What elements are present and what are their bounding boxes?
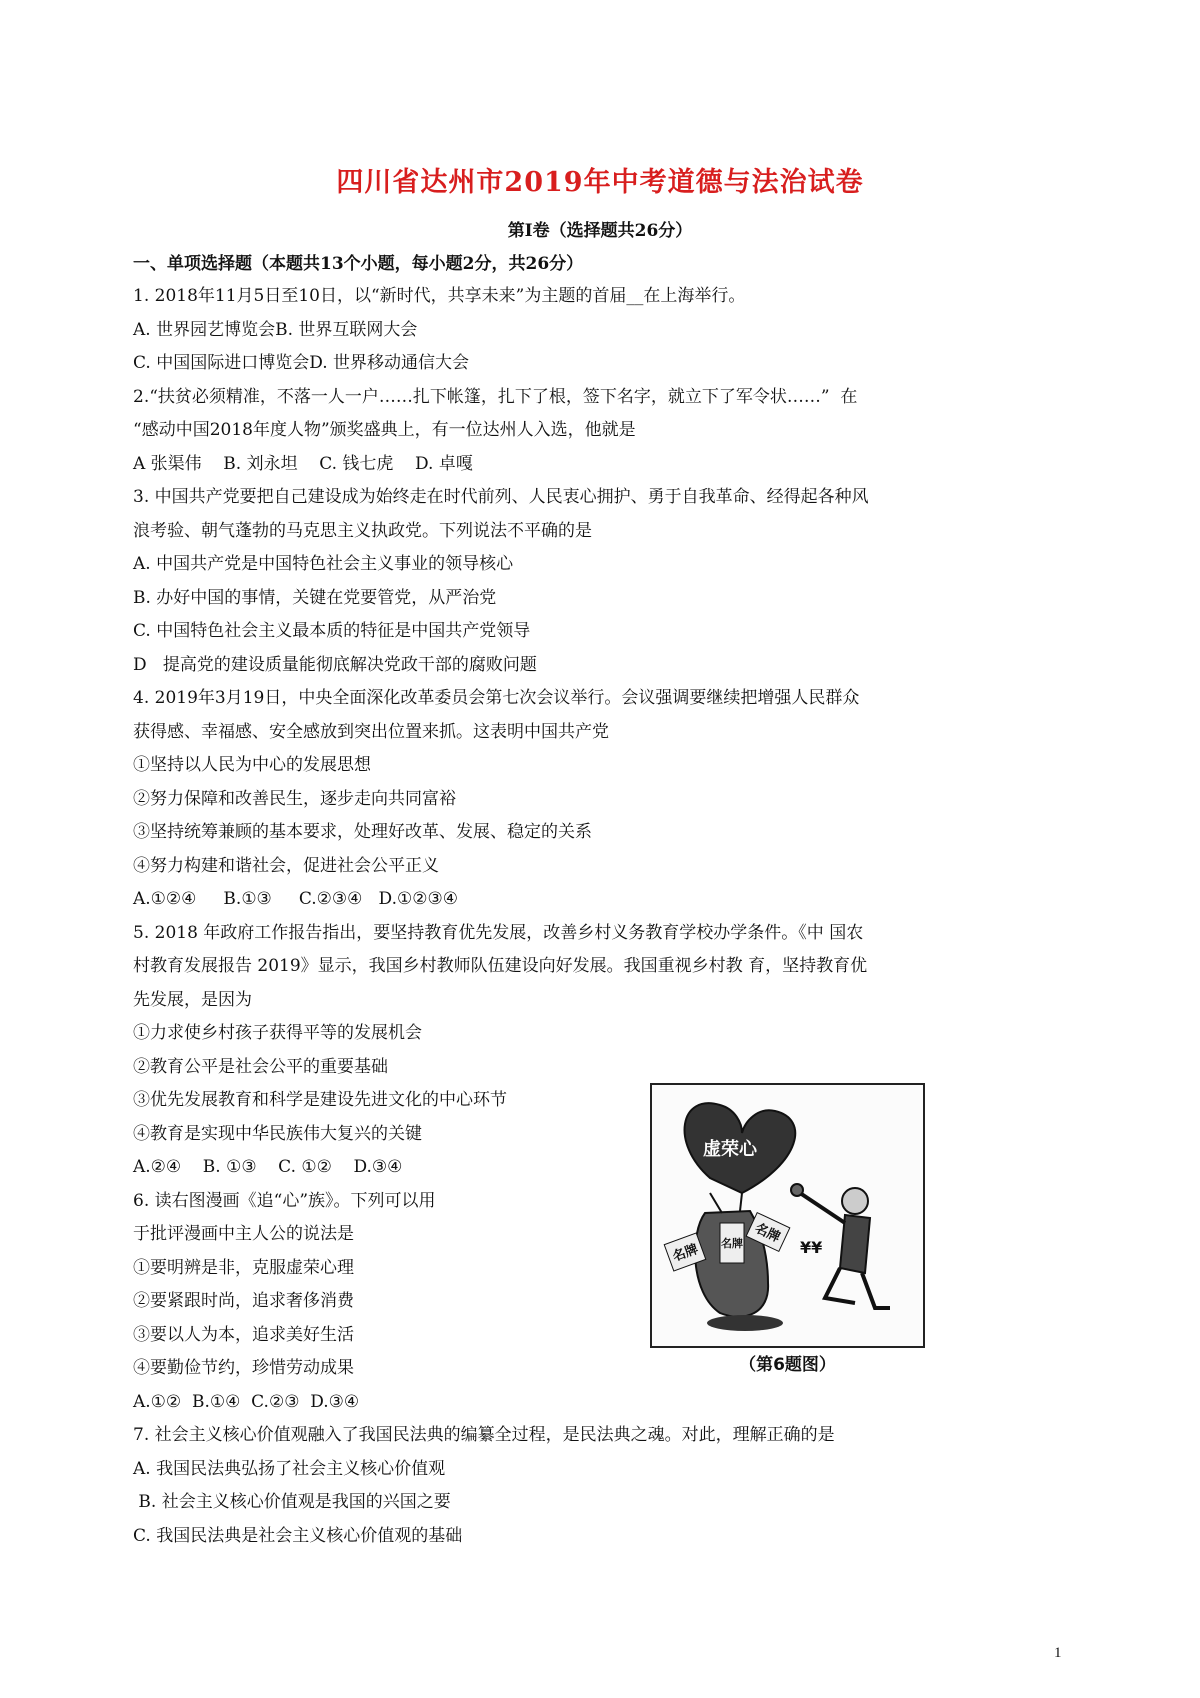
text-line: A. 世界园艺博览会B. 世界互联网大会 xyxy=(133,319,418,340)
puddle-shape xyxy=(707,1315,783,1331)
text-line: A 张渠伟 B. 刘永坦 C. 钱七虎 D. 卓嘎 xyxy=(133,453,473,474)
text-line: A. 我国民法典弘扬了社会主义核心价值观 xyxy=(133,1458,446,1479)
text-line: 村教育发展报告 2019》显示，我国乡村教师队伍建设向好发展。我国重视乡村教 育，坚持教育优 xyxy=(133,956,868,976)
text-line: ②努力保障和改善民生，逐步走向共同富裕 xyxy=(133,788,456,809)
text-line: 7. 社会主义核心价值观融入了我国民法典的编纂全过程，是民法典之魂。对此，理解正确的是 xyxy=(133,1425,835,1445)
text-line: B. 办好中国的事情，关键在党要管党，从严治党 xyxy=(133,587,497,608)
text-line: 获得感、幸福感、安全感放到突出位置来抓。这表明中国共产党 xyxy=(133,721,609,742)
text-line: ①力求使乡村孩子获得平等的发展机会 xyxy=(133,1023,422,1043)
page-number: 1 xyxy=(1054,1645,1062,1661)
page-title: 四川省达州市2019年中考道德与法治试卷 xyxy=(336,167,864,198)
text-line: ②教育公平是社会公平的重要基础 xyxy=(133,1056,388,1077)
question-body xyxy=(133,280,1073,1553)
text-line: A.①② B.①④ C.②③ D.③④ xyxy=(133,1391,360,1412)
text-line: 先发展，是因为 xyxy=(133,989,252,1010)
text-line: ④要勤俭节约，珍惜劳动成果 xyxy=(133,1358,354,1378)
text-line: ①要明辨是非，克服虚荣心理 xyxy=(133,1257,354,1278)
heart-label: 虚荣心 xyxy=(703,1139,757,1160)
tag-label: 名牌 xyxy=(752,1221,783,1246)
text-line: ④教育是实现中华民族伟大复兴的关键 xyxy=(133,1123,422,1144)
text-line: 1. 2018年11月5日至10日，以“新时代，共享未来”为主题的首届__在上海举行。 xyxy=(133,286,746,306)
text-line: A. 中国共产党是中国特色社会主义事业的领导核心 xyxy=(133,554,514,574)
money-label: ¥¥ xyxy=(800,1238,823,1257)
tag-label: 名牌 xyxy=(670,1241,701,1265)
text-line: C. 中国国际进口博览会D. 世界移动通信大会 xyxy=(133,353,470,373)
text-line: 2.“扶贫必须精准，不落一人一户……扎下帐篷，扎下了根，签下名字，就立下了军令状……” 在 xyxy=(133,386,858,407)
text-line: 3. 中国共产党要把自己建设成为始终走在时代前列、人民衷心拥护、勇于自我革命、经得起各种风 xyxy=(133,487,869,507)
text-line: A.①②④ B.①③ C.②③④ D.①②③④ xyxy=(133,889,458,909)
section-title: 第Ⅰ卷（选择题共26分） xyxy=(507,221,693,241)
text-line: B. 社会主义核心价值观是我国的兴国之要 xyxy=(133,1492,451,1512)
text-line: ②要紧跟时尚，追求奢侈消费 xyxy=(133,1291,354,1311)
text-line: 浪考验、朝气蓬勃的马克思主义执政党。下列说法不平确的是 xyxy=(133,520,592,541)
text-line: 于批评漫画中主人公的说法是 xyxy=(133,1224,354,1244)
text-line: 6. 读右图漫画《追“心”族》。下列可以用 xyxy=(133,1190,436,1211)
text-line: “感动中国2018年度人物”颁奖盛典上，有一位达州人入选，他就是 xyxy=(133,420,636,440)
tag-label: 名牌 xyxy=(721,1237,743,1250)
text-line: C. 我国民法典是社会主义核心价值观的基础 xyxy=(133,1525,463,1546)
text-line: A.②④ B. ①③ C. ①② D.③④ xyxy=(133,1157,403,1177)
part-heading: 一、单项选择题（本题共13个小题，每小题2分，共26分） xyxy=(133,254,584,274)
text-line: ④努力构建和谐社会，促进社会公平正义 xyxy=(133,855,439,876)
text-line: 4. 2019年3月19日，中央全面深化改革委员会第七次会议举行。会议强调要继续把增强人民群众 xyxy=(133,688,860,708)
text-line: ③优先发展教育和科学是建设先进文化的中心环节 xyxy=(133,1090,507,1110)
figure-caption: （第6题图） xyxy=(739,1355,836,1375)
cartoon-figure xyxy=(650,1083,925,1379)
text-line: D 提高党的建设质量能彻底解决党政干部的腐败问题 xyxy=(133,654,537,675)
text-line: ③要以人为本，追求美好生活 xyxy=(133,1324,354,1345)
text-line: 5. 2018 年政府工作报告指出，要坚持教育优先发展，改善乡村义务教育学校办学条件。《中 国农 xyxy=(133,922,864,943)
text-line: C. 中国特色社会主义最本质的特征是中国共产党领导 xyxy=(133,621,531,641)
text-line: ③坚持统筹兼顾的基本要求，处理好改革、发展、稳定的关系 xyxy=(133,822,592,842)
text-line: ①坚持以人民为中心的发展思想 xyxy=(133,755,371,775)
cartoon-illustration xyxy=(650,1083,925,1348)
